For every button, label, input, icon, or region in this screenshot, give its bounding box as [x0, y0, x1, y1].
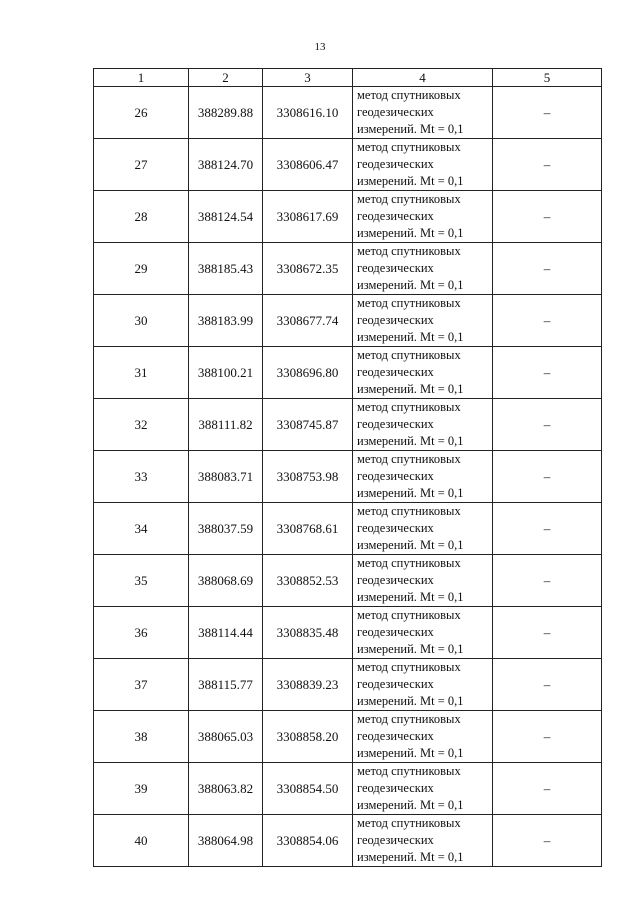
coordinate-x-cell: 388124.70 [189, 139, 263, 191]
note-cell: – [493, 815, 602, 867]
table-row [94, 711, 602, 763]
table-row [94, 659, 602, 711]
table-row [94, 607, 602, 659]
method-cell [353, 191, 493, 243]
method-line: измерений. Mt = 0,1 [357, 330, 464, 344]
page-number: 13 [314, 41, 326, 53]
method-line: геодезических [357, 469, 434, 483]
method-line: геодезических [357, 781, 434, 795]
note-cell: – [493, 503, 602, 555]
method-line: геодезических [357, 677, 434, 691]
coordinate-y-cell: 3308617.69 [263, 191, 353, 243]
method-line: измерений. Mt = 0,1 [357, 486, 464, 500]
table-row [94, 243, 602, 295]
coordinate-x-cell: 388063.82 [189, 763, 263, 815]
method-cell [353, 451, 493, 503]
coordinate-x-cell: 388289.88 [189, 87, 263, 139]
method-line: измерений. Mt = 0,1 [357, 746, 464, 760]
method-cell [353, 815, 493, 867]
method-line: измерений. Mt = 0,1 [357, 798, 464, 812]
table-row [94, 815, 602, 867]
method-cell [353, 659, 493, 711]
method-line: метод спутниковых [357, 192, 461, 206]
method-line: геодезических [357, 365, 434, 379]
coordinate-x-cell: 388100.21 [189, 347, 263, 399]
coordinate-x-cell: 388083.71 [189, 451, 263, 503]
coordinate-x-cell: 388037.59 [189, 503, 263, 555]
point-number-cell: 38 [94, 711, 189, 763]
coordinate-y-cell: 3308672.35 [263, 243, 353, 295]
point-number-cell: 39 [94, 763, 189, 815]
method-line: геодезических [357, 625, 434, 639]
method-line: метод спутниковых [357, 608, 461, 622]
point-number-cell: 36 [94, 607, 189, 659]
point-number-cell: 33 [94, 451, 189, 503]
coordinate-y-cell: 3308854.06 [263, 815, 353, 867]
method-line: измерений. Mt = 0,1 [357, 590, 464, 604]
coordinate-y-cell: 3308858.20 [263, 711, 353, 763]
method-line: метод спутниковых [357, 244, 461, 258]
method-cell [353, 711, 493, 763]
coordinate-y-cell: 3308852.53 [263, 555, 353, 607]
method-line: метод спутниковых [357, 764, 461, 778]
method-line: метод спутниковых [357, 660, 461, 674]
method-cell [353, 763, 493, 815]
method-line: метод спутниковых [357, 816, 461, 830]
note-cell: – [493, 763, 602, 815]
header-col-2: 2 [189, 69, 263, 87]
method-cell [353, 555, 493, 607]
coordinate-y-cell: 3308768.61 [263, 503, 353, 555]
method-line: метод спутниковых [357, 400, 461, 414]
method-line: геодезических [357, 105, 434, 119]
point-number-cell: 40 [94, 815, 189, 867]
header-col-3: 3 [263, 69, 353, 87]
note-cell: – [493, 399, 602, 451]
method-line: метод спутниковых [357, 88, 461, 102]
method-cell [353, 503, 493, 555]
method-line: измерений. Mt = 0,1 [357, 226, 464, 240]
point-number-cell: 35 [94, 555, 189, 607]
coordinate-y-cell: 3308753.98 [263, 451, 353, 503]
method-line: метод спутниковых [357, 452, 461, 466]
note-cell: – [493, 243, 602, 295]
table-header-row [94, 69, 602, 87]
method-line: геодезических [357, 261, 434, 275]
coordinate-x-cell: 388065.03 [189, 711, 263, 763]
method-line: измерений. Mt = 0,1 [357, 278, 464, 292]
note-cell: – [493, 347, 602, 399]
coordinate-y-cell: 3308616.10 [263, 87, 353, 139]
note-cell: – [493, 659, 602, 711]
point-number-cell: 28 [94, 191, 189, 243]
method-cell [353, 295, 493, 347]
method-line: измерений. Mt = 0,1 [357, 382, 464, 396]
coordinate-x-cell: 388114.44 [189, 607, 263, 659]
table-row [94, 503, 602, 555]
coordinate-y-cell: 3308745.87 [263, 399, 353, 451]
method-line: геодезических [357, 209, 434, 223]
coordinate-y-cell: 3308606.47 [263, 139, 353, 191]
coordinate-y-cell: 3308854.50 [263, 763, 353, 815]
table-row [94, 295, 602, 347]
method-line: метод спутниковых [357, 556, 461, 570]
point-number-cell: 34 [94, 503, 189, 555]
table-row [94, 451, 602, 503]
method-line: метод спутниковых [357, 296, 461, 310]
method-line: метод спутниковых [357, 348, 461, 362]
method-cell [353, 347, 493, 399]
table-row [94, 87, 602, 139]
coordinate-y-cell: 3308677.74 [263, 295, 353, 347]
coordinate-x-cell: 388115.77 [189, 659, 263, 711]
table-row [94, 347, 602, 399]
method-line: геодезических [357, 521, 434, 535]
point-number-cell: 37 [94, 659, 189, 711]
table-row [94, 139, 602, 191]
note-cell: – [493, 607, 602, 659]
coordinate-x-cell: 388068.69 [189, 555, 263, 607]
coordinate-x-cell: 388124.54 [189, 191, 263, 243]
method-line: геодезических [357, 729, 434, 743]
method-cell [353, 243, 493, 295]
note-cell: – [493, 87, 602, 139]
method-line: геодезических [357, 833, 434, 847]
coordinate-x-cell: 388185.43 [189, 243, 263, 295]
note-cell: – [493, 555, 602, 607]
header-col-4: 4 [353, 69, 493, 87]
coordinates-table [93, 68, 602, 867]
point-number-cell: 29 [94, 243, 189, 295]
method-line: измерений. Mt = 0,1 [357, 850, 464, 864]
note-cell: – [493, 191, 602, 243]
method-line: метод спутниковых [357, 504, 461, 518]
point-number-cell: 32 [94, 399, 189, 451]
method-line: измерений. Mt = 0,1 [357, 174, 464, 188]
point-number-cell: 26 [94, 87, 189, 139]
method-line: метод спутниковых [357, 712, 461, 726]
method-line: геодезических [357, 573, 434, 587]
point-number-cell: 30 [94, 295, 189, 347]
header-col-5: 5 [493, 69, 602, 87]
method-line: геодезических [357, 157, 434, 171]
table-row [94, 399, 602, 451]
coordinate-y-cell: 3308839.23 [263, 659, 353, 711]
header-col-1: 1 [94, 69, 189, 87]
coordinate-x-cell: 388183.99 [189, 295, 263, 347]
method-cell [353, 607, 493, 659]
method-cell [353, 399, 493, 451]
note-cell: – [493, 139, 602, 191]
method-line: измерений. Mt = 0,1 [357, 434, 464, 448]
coordinate-x-cell: 388064.98 [189, 815, 263, 867]
table-row [94, 191, 602, 243]
method-line: геодезических [357, 417, 434, 431]
method-line: геодезических [357, 313, 434, 327]
table-row [94, 555, 602, 607]
method-line: измерений. Mt = 0,1 [357, 694, 464, 708]
note-cell: – [493, 451, 602, 503]
method-line: измерений. Mt = 0,1 [357, 642, 464, 656]
table-body [94, 87, 602, 867]
method-cell [353, 139, 493, 191]
note-cell: – [493, 711, 602, 763]
coordinate-y-cell: 3308835.48 [263, 607, 353, 659]
point-number-cell: 31 [94, 347, 189, 399]
coordinate-y-cell: 3308696.80 [263, 347, 353, 399]
method-line: метод спутниковых [357, 140, 461, 154]
coordinate-x-cell: 388111.82 [189, 399, 263, 451]
method-line: измерений. Mt = 0,1 [357, 538, 464, 552]
point-number-cell: 27 [94, 139, 189, 191]
table-row [94, 763, 602, 815]
method-cell [353, 87, 493, 139]
method-line: измерений. Mt = 0,1 [357, 122, 464, 136]
note-cell: – [493, 295, 602, 347]
